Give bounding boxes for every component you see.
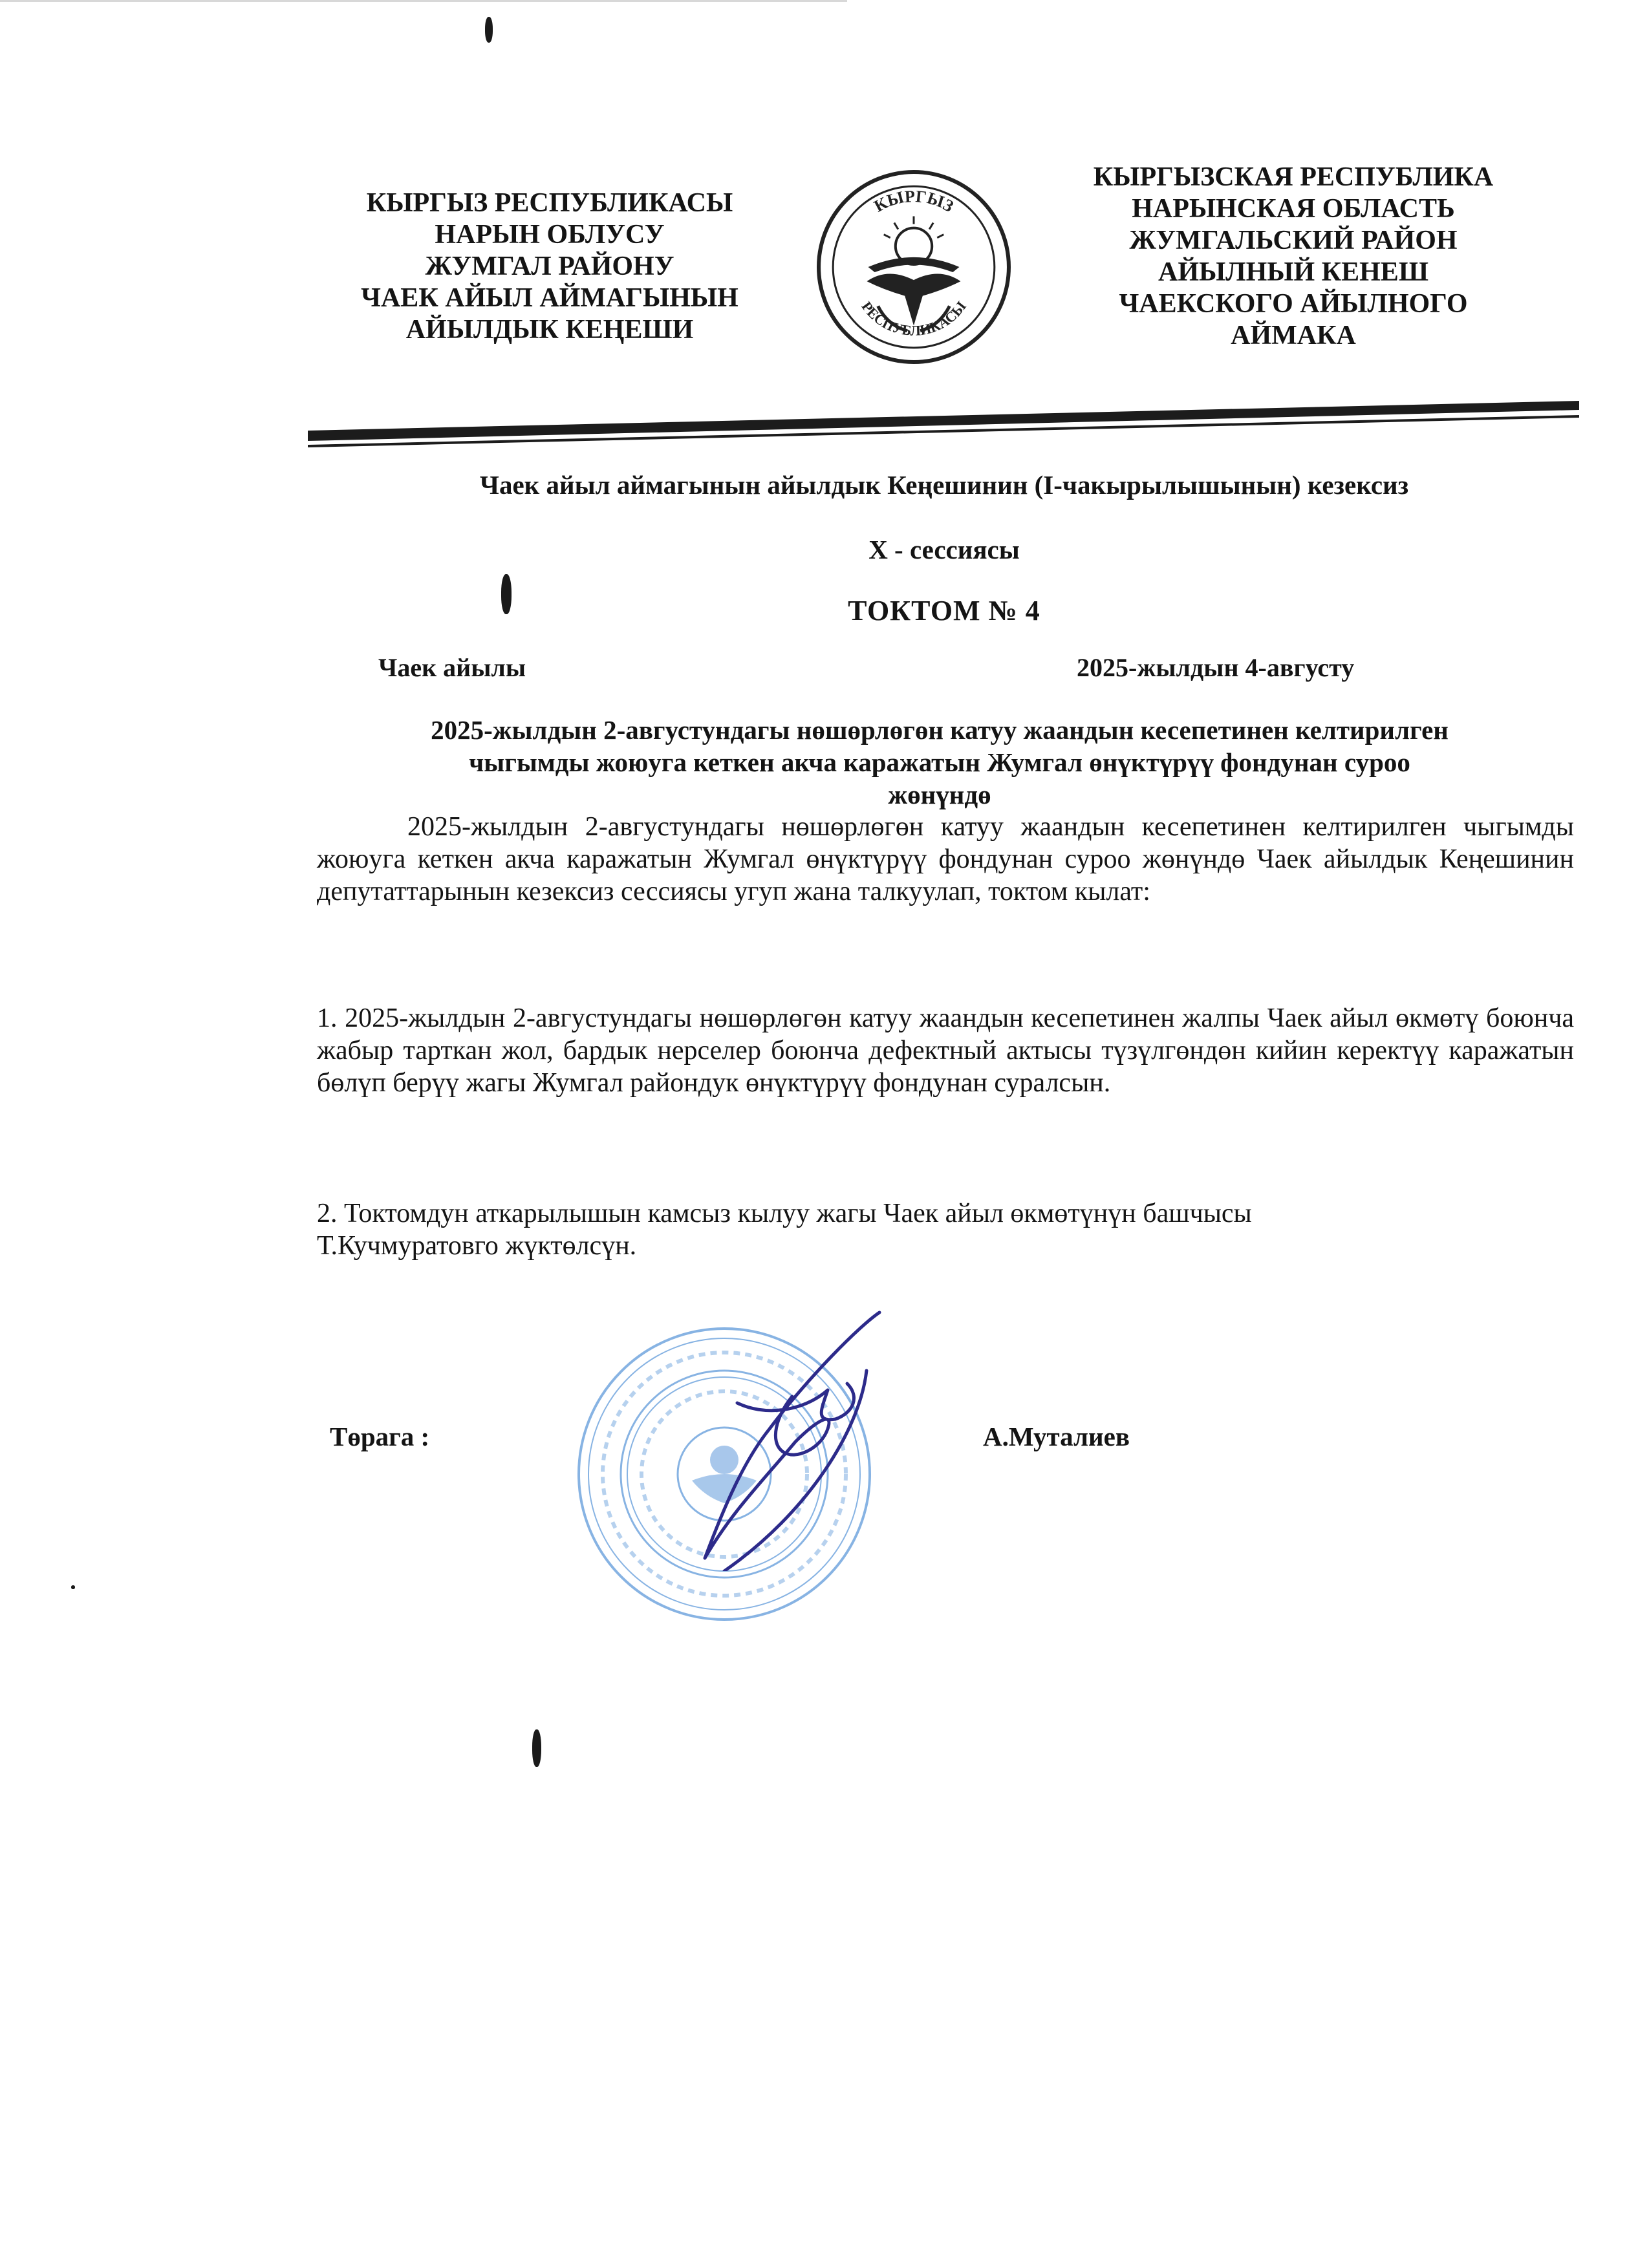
header-right-line: КЫРГЫЗСКАЯ РЕСПУБЛИКА — [1093, 162, 1494, 192]
resolution-item-2 — [317, 1197, 1574, 1262]
header-left-line: АЙЫЛДЫК КЕҢЕШИ — [405, 315, 694, 345]
header-left-line: КЫРГЫЗ РЕСПУБЛИКАСЫ — [366, 188, 733, 218]
document-date: 2025-жылдын 4-августу — [1077, 653, 1355, 682]
scan-mark — [485, 17, 493, 43]
handwritten-signature — [666, 1300, 925, 1571]
document-subject — [304, 714, 1575, 811]
chairman-label: Төрага : — [330, 1422, 430, 1451]
header-left-line: НАРЫН ОБЛУСУ — [435, 220, 665, 250]
scan-mark — [532, 1729, 541, 1767]
item2-line: Т.Кучмуратовго жүктөлсүн. — [317, 1231, 637, 1261]
subject-line: чыгымды жоюуга кеткен акча каражатын Жумгал өнүктүрүү фондунан суроо — [469, 747, 1410, 777]
item2-line: 2. Токтомдун аткарылышын камсыз кылуу жагы Чаек айыл өкмөтүнүн башчысы — [317, 1199, 1252, 1228]
intro-paragraph: 2025-жылдын 2-августундагы нөшөрлөгөн катуу жаандын кесепетинен келтирилген чыгымды жоюуга кеткен акча каражатын Жумгал өнүктүрүү фондунан суроо жөнүндө Чаек айылдык Кеңешинин депутаттарынын кезексиз сессиясы угуп жана талкуулап, токтом кылат: — [317, 812, 1574, 906]
scan-mark — [71, 1585, 75, 1589]
header-left-kyrgyz — [304, 187, 795, 346]
subject-line: 2025-жылдын 2-августундагы нөшөрлөгөн катуу жаандын кесепетинен келтирилген — [431, 715, 1449, 745]
header-right-line: АЙЫЛНЫЙ КЕНЕШ — [1158, 257, 1428, 287]
resolution-item-1: 1. 2025-жылдын 2-августундагы нөшөрлөгөн катуу жаандын кесепетинен жалпы Чаек айыл өкмөтү боюнча жабыр тарткан жол, бардык нерселер боюнча дефектный актысы түзүлгөндөн кийин керектүү каражатын бөлүп берүү жагы Жумгал райондук өнүктүрүү фондунан суралсын. — [317, 1003, 1574, 1098]
scan-mark — [501, 574, 512, 614]
header-right-russian — [1048, 162, 1539, 352]
header-left-line: ЖУМГАЛ РАЙОНУ — [425, 251, 674, 281]
state-emblem-icon — [816, 169, 1011, 365]
scan-edge — [0, 0, 847, 11]
resolution-number: ТОКТОМ № 4 — [848, 595, 1040, 626]
emblem-text-bottom: РЕСПУБЛИКАСЫ — [858, 298, 969, 339]
chairman-name: А.Муталиев — [983, 1422, 1130, 1451]
header-right-line: НАРЫНСКАЯ ОБЛАСТЬ — [1132, 194, 1455, 224]
header-right-line: ЖУМГАЛЬСКИЙ РАЙОН — [1129, 226, 1458, 255]
emblem-text-top: КЫРГЫЗ — [870, 187, 957, 216]
header-right-line: АЙМАКА — [1231, 321, 1356, 350]
header-divider-rule — [308, 396, 1579, 447]
document-title: Чаек айыл аймагынын айылдык Кеңешинин (I-чакырылышынын) кезексиз — [479, 470, 1409, 500]
subject-line: жөнүндө — [888, 780, 991, 809]
session-title: X - сессиясы — [868, 535, 1020, 564]
header-right-line: ЧАЕКСКОГО АЙЫЛНОГО — [1119, 289, 1468, 319]
document-place: Чаек айылы — [378, 653, 526, 682]
header-left-line: ЧАЕК АЙЫЛ АЙМАГЫНЫН — [361, 283, 738, 313]
